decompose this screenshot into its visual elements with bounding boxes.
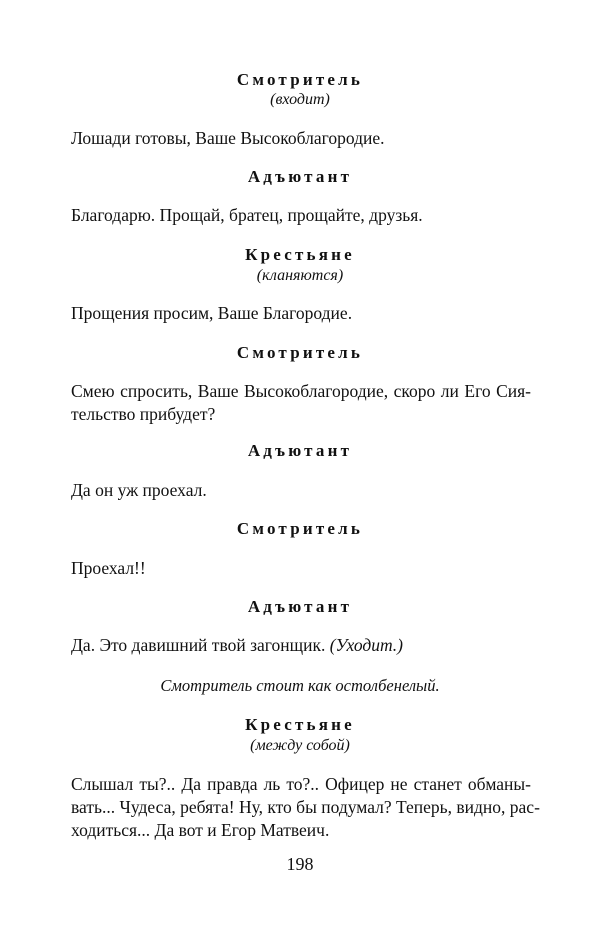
- speaker-name: Смотритель: [236, 519, 364, 538]
- stage-direction: (между собой): [250, 737, 350, 754]
- dialogue-line: [71, 634, 531, 656]
- stage-direction: (кланяются): [256, 267, 344, 284]
- speaker-name: Крестьяне: [245, 245, 355, 264]
- dialogue-line: Проехал!!: [71, 558, 146, 578]
- dialogue-line: Благодарю. Прощай, братец, прощайте, друзья.: [71, 205, 423, 225]
- dialogue-line: Да он уж проехал.: [71, 480, 207, 500]
- dialogue-line: тельство прибудет?: [71, 404, 216, 424]
- speaker-name: Смотритель: [236, 70, 364, 89]
- stage-direction-line: Смотритель стоит как остолбенелый.: [160, 676, 440, 695]
- dialogue-line: Смею спросить, Ваше Высокоблагородие, скоро ли Его Сия-: [71, 381, 531, 401]
- dialogue-line: ходиться... Да вот и Егор Матвеич.: [71, 820, 330, 840]
- dialogue-line: вать... Чудеса, ребята! Ну, кто бы подумал? Теперь, видно, рас-: [71, 797, 540, 817]
- dialogue-text: Да. Это давишний твой загонщик.: [71, 635, 326, 655]
- dialogue-line: Лошади готовы, Ваше Высокоблагородие.: [71, 128, 385, 148]
- dialogue-line: Слышал ты?.. Да правда ль то?.. Офицер не станет обманы-: [71, 774, 531, 794]
- dialogue-line: Прощения просим, Ваше Благородие.: [71, 303, 353, 323]
- speaker-name: Адъютант: [247, 441, 353, 460]
- stage-direction: (входит): [270, 91, 330, 108]
- inline-stage-direction: (Уходит.): [329, 635, 404, 655]
- speaker-name: Адъютант: [247, 597, 353, 616]
- speaker-name: Крестьяне: [245, 715, 355, 734]
- speaker-name: Смотритель: [236, 343, 364, 362]
- page-number: 198: [286, 854, 314, 874]
- speaker-name: Адъютант: [247, 167, 353, 186]
